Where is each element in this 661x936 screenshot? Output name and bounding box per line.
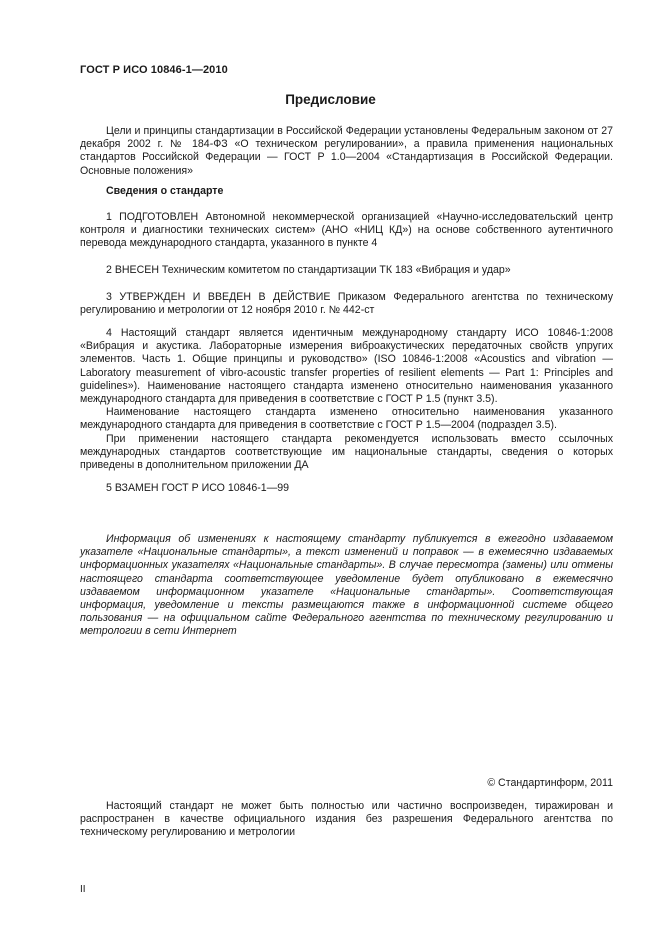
document-code-header: ГОСТ Р ИСО 10846-1—2010 [80,64,228,76]
item-3-block [80,291,613,317]
item-5-paragraph: 5 ВЗАМЕН ГОСТ Р ИСО 10846-1—99 [106,482,290,494]
item-3-paragraph: 3 УТВЕРЖДЕН И ВВЕДЕН В ДЕЙСТВИЕ Приказом Федерального агентства по техническому регулированию и метрологии от 12 ноября 2010 г. № 442-ст [80,291,613,317]
item-4-paragraph-3: При применении настоящего стандарта рекомендуется использовать вместо ссылочных международных стандартов соответствующие им национальные стандарты, сведения о которых приведены в дополнительном приложении ДА [80,432,613,472]
item-2-paragraph: 2 ВНЕСЕН Техническим комитетом по стандартизации ТК 183 «Вибрация и удар» [106,264,511,276]
page-number: II [80,884,86,895]
notice-paragraph: Информация об изменениях к настоящему стандарту публикуется в ежегодно издаваемом указателе «Национальные стандарты», а текст изменений и поправок — в ежемесячно издаваемых информационных указателях «Национальные стандарты». В случае пересмотра (замены) или отмены настоящего стандарта соответствующее уведомление будет опубликовано в ежемесячно издаваемом информационном указателе «Национальные стандарты». Соответствующая информация, уведомление и тексты размещаются также в информационной системе общего пользования — на официальном сайте Федерального агентства по техническому регулированию и метрологии в сети Интернет [80,533,613,638]
intro-paragraph: Цели и принципы стандартизации в Российской Федерации установлены Федеральным законом от 27 декабря 2002 г. № 184-ФЗ «О техническом регулировании», а правила применения национальных стандартов Российской Федерации — ГОСТ Р 1.0—2004 «Стандартизация в Российской Федерации. Основные положения» [80,125,613,177]
item-4-block [80,327,613,472]
item-1-block [80,211,613,251]
item-2-block [80,264,613,277]
item-4-paragraph-1: 4 Настоящий стандарт является идентичным международному стандарту ИСО 10846-1:2008 «Вибрация и акустика. Лабораторные измерения виброакустических передаточных свойств упругих элементов. Часть 1. Общие принципы и руководство» (ISO 10846-1:2008 «Acoustics and vibration — Laboratory measurement of vibro-acoustic transfer properties of resilient elements — Part 1: Principles and guidelines»). Наименование настоящего стандарта изменено относительно наименования указанного международного стандарта для приведения в соответствие с ГОСТ Р 1.5 (пункт 3.5). [80,327,613,406]
rights-block [80,800,613,840]
copyright-line: © Стандартинформ, 2011 [487,777,613,789]
notice-block [80,533,613,639]
section-heading: Сведения о стандарте [106,185,224,197]
section-heading-block [80,185,613,198]
page-title: Предисловие [285,92,376,107]
rights-paragraph: Настоящий стандарт не может быть полностью или частично воспроизведен, тиражирован и распространен в качестве официального издания без разрешения Федерального агентства по техническому регулированию и метрологии [80,800,613,839]
intro-block [80,125,613,178]
item-4-paragraph-2: Наименование настоящего стандарта изменено относительно наименования указанного международного стандарта для приведения в соответствие с ГОСТ Р 1.5—2004 (подраздел 3.5). [80,406,613,432]
item-5-block [80,482,613,495]
item-1-paragraph: 1 ПОДГОТОВЛЕН Автономной некоммерческой организацией «Научно-исследовательский центр контроля и диагностики технических систем» (АНО «НИЦ КД») на основе собственного аутентичного перевода международного стандарта, указанного в пункте 4 [80,211,613,250]
